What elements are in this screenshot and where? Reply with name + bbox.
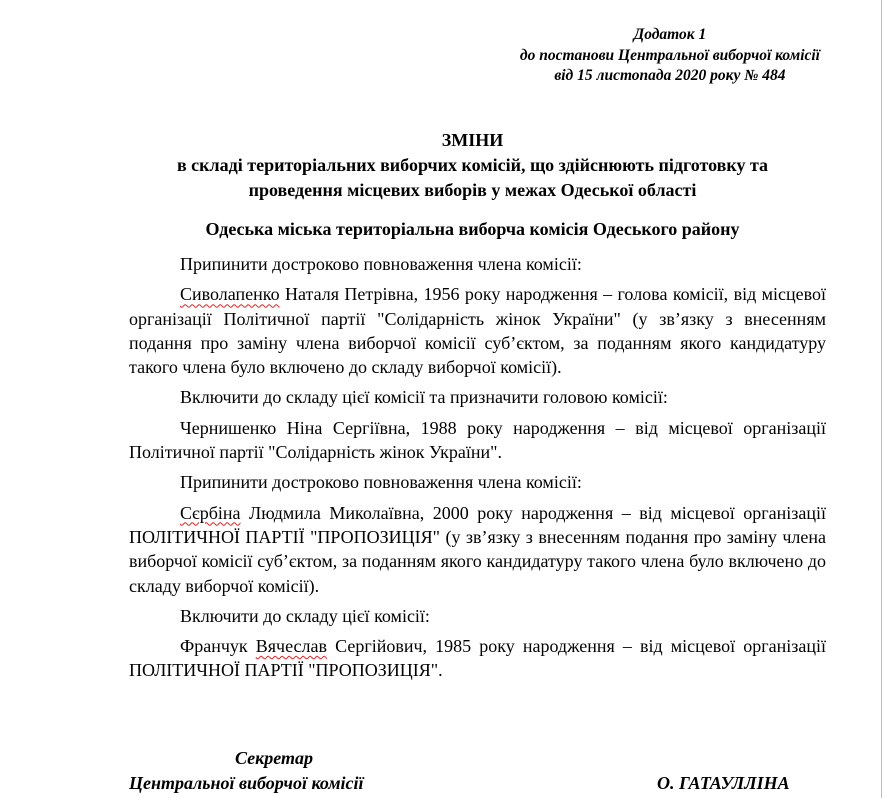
title-line-2: в складі територіальних виборчих комісій, що здійснюють підготовку та xyxy=(176,155,769,175)
paragraph-include xyxy=(129,604,826,628)
addendum-line-2: до постанови Центральної виборчої комісії xyxy=(519,46,820,64)
addendum-line-1: Додаток 1 xyxy=(633,26,707,43)
signature-position-line-1: Секретар xyxy=(235,748,313,768)
paragraph-text: Наталя Петрівна, 1956 року народження – голова комісії, від місцевої організації Політичної партії "Солідарність жінок України" (у зв’язку з внесенням подання про заміну члена виборчої комісії суб’єктом, за поданням якого кандидатуру такого члена було включено до складу виборчої комісії). xyxy=(129,284,826,378)
addendum-line-3: від 15 листопада 2020 року № 484 xyxy=(554,67,786,84)
paragraph-member-3 xyxy=(129,501,826,598)
paragraph-include-chair xyxy=(129,385,826,409)
paragraph-text: Включити до складу цієї комісії: xyxy=(180,605,430,626)
misspelled-surname: Сєрбіна xyxy=(180,502,241,523)
signature-position-line-2: Центральної виборчої комісії xyxy=(129,773,364,793)
paragraph-prefix: Франчук xyxy=(180,636,256,657)
title-line-3: проведення місцевих виборів у межах Одеської області xyxy=(248,180,697,200)
paragraph-text: Чернишенко Ніна Сергіївна, 1988 року народження – від місцевої організації Політичної партії "Солідарність жінок України". xyxy=(129,417,826,463)
signature-name: О. ГАТАУЛЛІНА xyxy=(657,773,790,793)
paragraph-text: Припинити достроково повноваження члена комісії: xyxy=(180,472,582,493)
addendum-header xyxy=(520,25,820,87)
paragraph-text: Сергійович, 1985 року народження – від місцевої організації ПОЛІТИЧНОЇ ПАРТІЇ "ПРОПОЗИЦІЯ". xyxy=(129,636,826,681)
paragraph-text: Припинити достроково повноваження члена комісії: xyxy=(180,254,582,274)
document-body xyxy=(129,252,826,689)
paragraph-text: Людмила Миколаївна, 2000 року народження – від місцевої організації ПОЛІТИЧНОЇ ПАРТІЇ "ПРОПОЗИЦІЯ" (у зв’язку з внесенням подання про заміну члена виборчої комісії суб’єктом, за поданням якого кандидатуру такого члена було включено до складу виборчої комісії). xyxy=(129,502,826,596)
paragraph-member-4 xyxy=(129,634,826,683)
signature-position xyxy=(129,746,459,796)
paragraph-terminate-1 xyxy=(129,252,826,276)
paragraph-member-2 xyxy=(129,416,826,465)
paragraph-terminate-2 xyxy=(129,470,826,494)
misspelled-surname: Сиволапенко xyxy=(180,284,280,305)
commission-heading: Одеська міська територіальна виборча комісія Одеського району xyxy=(205,219,740,239)
paragraph-member-1 xyxy=(129,282,826,379)
title-line-1: ЗМІНИ xyxy=(441,130,504,150)
document-title xyxy=(60,128,882,203)
paragraph-text: Включити до складу цієї комісії та призначити головою комісії: xyxy=(180,387,668,408)
misspelled-name: Вячеслав xyxy=(255,636,327,657)
